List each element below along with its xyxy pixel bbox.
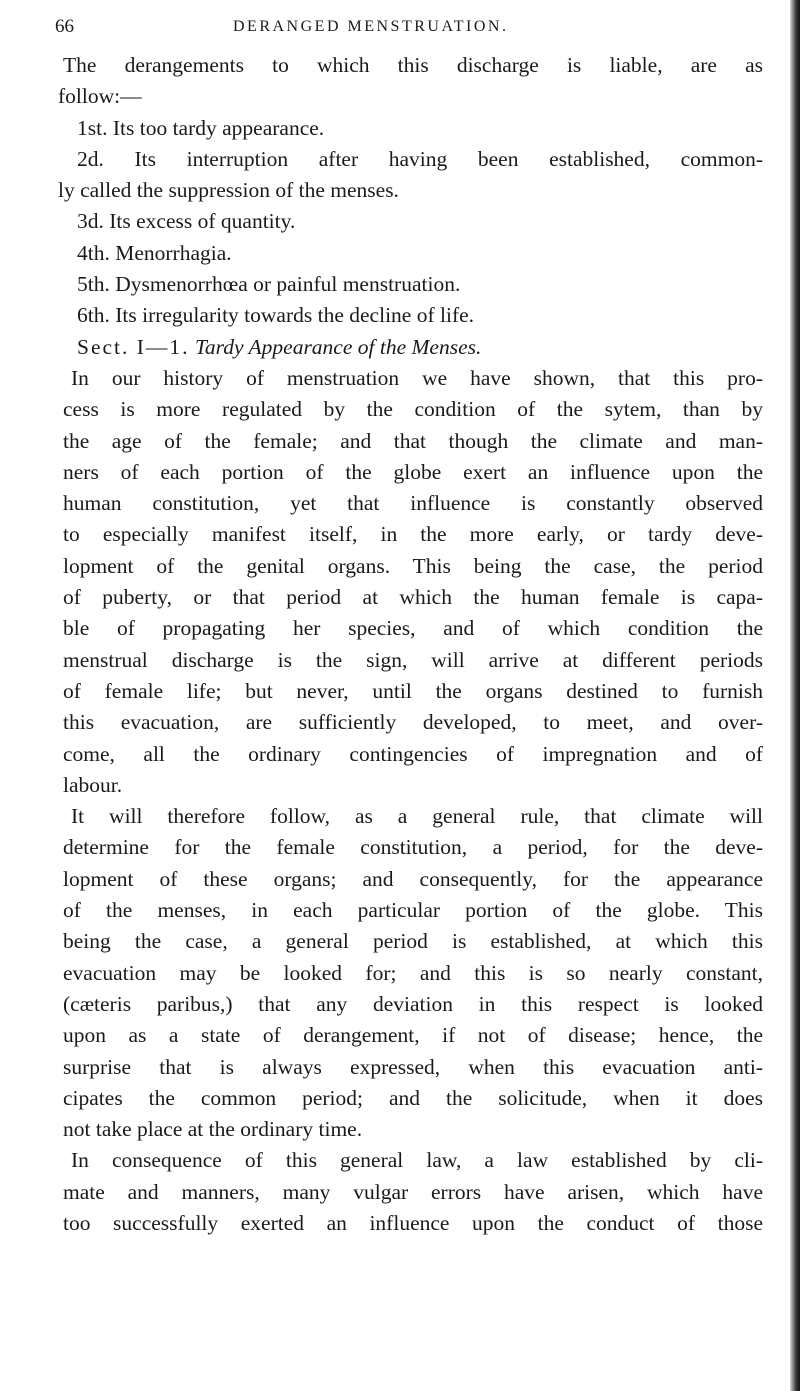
text-line: follow:— (58, 84, 142, 109)
text-line: mate and manners, many vulgar errors have arisen, which have (63, 1179, 763, 1204)
text-line: human constitution, yet that influence is constantly observed (63, 491, 763, 516)
text-line: In consequence of this general law, a law established by cli- (71, 1148, 763, 1173)
text-line: surprise that is always expressed, when this evacuation anti- (63, 1054, 763, 1079)
text-line: not take place at the ordinary time. (63, 1117, 363, 1142)
text-line: determine for the female constitution, a period, for the deve- (63, 835, 763, 860)
text-line: this evacuation, are sufficiently developed, to meet, and over- (63, 710, 763, 735)
running-head: DERANGED MENSTRUATION. (233, 18, 509, 35)
text-line: of puberty, or that period at which the human female is capa- (63, 585, 763, 610)
text-line: ners of each portion of the globe exert an influence upon the (63, 459, 763, 484)
page-number: 66 (55, 16, 74, 37)
list-item: 2d. Its interruption after having been established, common- (77, 146, 763, 171)
page-text (58, 50, 763, 1239)
text-line: evacuation may be looked for; and this is so nearly constant, (63, 960, 763, 985)
list-item: 3d. Its excess of quantity. (77, 209, 296, 234)
text-line: ble of propagating her species, and of which condition the (63, 616, 763, 641)
text-line: (cæteris paribus,) that any deviation in this respect is looked (63, 991, 763, 1016)
section-number: Sect. I—1. (77, 334, 190, 359)
text-line: upon as a state of derangement, if not of disease; hence, the (63, 1023, 763, 1048)
list-item: 5th. Dysmenorrhœa or painful menstruation. (77, 272, 461, 297)
text-line: cipates the common period; and the solicitude, when it does (63, 1085, 763, 1110)
text-line: cess is more regulated by the condition of the sytem, than by (63, 397, 763, 422)
text-line: lopment of the genital organs. This being the case, the period (63, 553, 763, 578)
list-item: 6th. Its irregularity towards the decline of life. (77, 303, 475, 328)
section-heading (63, 332, 763, 363)
text-line: menstrual discharge is the sign, will arrive at different periods (63, 647, 763, 672)
text-line: of the menses, in each particular portion of the globe. This (63, 898, 763, 923)
page-edge-shadow (790, 0, 800, 1391)
text-line: of female life; but never, until the organs destined to furnish (63, 678, 763, 703)
text-line: being the case, a general period is established, at which this (63, 929, 763, 954)
text-line: It will therefore follow, as a general rule, that climate will (71, 804, 763, 829)
text-line: to especially manifest itself, in the more early, or tardy deve- (63, 522, 763, 547)
list-item: 1st. Its too tardy appearance. (77, 115, 325, 140)
text-line: The derangements to which this discharge is liable, are as (63, 53, 763, 77)
page-header (55, 16, 755, 42)
text-line: the age of the female; and that though the climate and man- (63, 428, 763, 453)
text-line: come, all the ordinary contingencies of impregnation and of (63, 741, 763, 766)
text-line: In our history of menstruation we have shown, that this pro- (71, 365, 763, 390)
section-title: Tardy Appearance of the Menses. (194, 334, 482, 359)
text-line: labour. (63, 772, 123, 797)
text-line: too successfully exerted an influence upon the conduct of those (63, 1210, 763, 1235)
list-item: 4th. Menorrhagia. (77, 240, 232, 265)
text-line: ly called the suppression of the menses. (58, 178, 399, 203)
text-line: lopment of these organs; and consequently, for the appearance (63, 866, 763, 891)
